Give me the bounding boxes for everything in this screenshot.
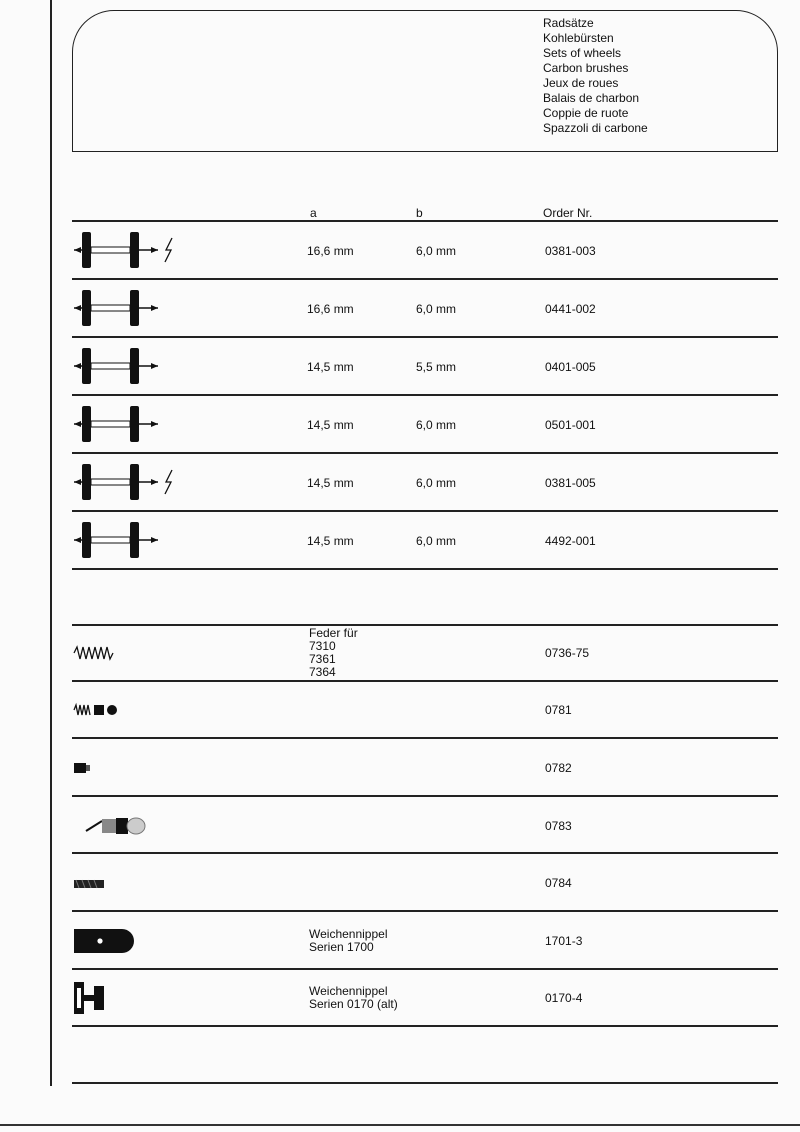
switch-nipple-old-icon xyxy=(72,980,112,1021)
order-number: 1701-3 xyxy=(545,933,583,948)
description xyxy=(309,985,398,1011)
wheelset-insulated-icon xyxy=(72,462,182,507)
spring-icon xyxy=(72,645,116,666)
order-number: 0783 xyxy=(545,818,572,833)
carbon-brush-spring-icon xyxy=(72,702,122,723)
order-number: 0401-005 xyxy=(545,360,596,374)
column-header-a: a xyxy=(310,206,317,220)
row-divider xyxy=(72,1025,778,1027)
description-line: Weichennippel xyxy=(309,984,388,999)
order-number: 0381-005 xyxy=(545,476,596,490)
order-number: 0784 xyxy=(545,876,572,891)
size-b: 5,5 mm xyxy=(416,360,457,374)
title-line: Kohlebürsten xyxy=(543,31,614,45)
size-b: 6,0 mm xyxy=(416,476,457,490)
switch-nipple-icon xyxy=(72,926,136,961)
description xyxy=(309,928,388,954)
size-b: 6,0 mm xyxy=(416,244,457,258)
description-line: Serien 0170 (alt) xyxy=(309,997,398,1012)
description-line: Feder für xyxy=(309,625,358,640)
title-line: Jeux de roues xyxy=(543,76,619,90)
size-a: 14,5 mm xyxy=(307,476,354,490)
size-a: 16,6 mm xyxy=(307,302,354,316)
description-line: 7361 xyxy=(309,651,336,666)
row-divider xyxy=(72,394,778,396)
order-number: 0501-001 xyxy=(545,418,596,432)
size-a: 14,5 mm xyxy=(307,418,354,432)
title-line: Carbon brushes xyxy=(543,61,629,75)
description xyxy=(309,627,358,679)
wheelset-icon xyxy=(72,346,162,391)
order-number: 0781 xyxy=(545,703,572,718)
row-divider xyxy=(72,968,778,970)
wheelset-icon xyxy=(72,404,162,449)
title-line: Spazzoli di carbone xyxy=(543,121,648,135)
order-number: 0736-75 xyxy=(545,645,590,660)
catalog-title xyxy=(543,16,648,136)
brush-strip-icon xyxy=(72,877,106,895)
title-line: Coppie de ruote xyxy=(543,106,629,120)
carbon-brush-long-icon xyxy=(82,815,146,842)
carbon-brush-icon xyxy=(72,760,92,781)
title-line: Sets of wheels xyxy=(543,46,622,60)
row-divider xyxy=(72,568,778,570)
size-a: 16,6 mm xyxy=(307,244,354,258)
description-line: 7364 xyxy=(309,664,336,679)
row-divider xyxy=(72,278,778,280)
wheelset-insulated-icon xyxy=(72,230,182,275)
size-a: 14,5 mm xyxy=(307,360,354,374)
header-box xyxy=(72,10,778,152)
row-divider xyxy=(72,452,778,454)
order-number: 0170-4 xyxy=(545,991,583,1006)
order-number: 0441-002 xyxy=(545,302,596,316)
row-divider xyxy=(72,795,778,797)
margin-line xyxy=(50,0,52,1086)
row-divider xyxy=(72,737,778,739)
row-divider xyxy=(72,220,778,222)
description-line: Weichennippel xyxy=(309,926,388,941)
order-number: 0782 xyxy=(545,761,572,775)
row-divider xyxy=(72,510,778,512)
row-divider xyxy=(72,1082,778,1084)
column-header-order: Order Nr. xyxy=(543,206,593,220)
title-line: Balais de charbon xyxy=(543,91,640,105)
description-line: Serien 1700 xyxy=(309,939,374,954)
title-line: Radsätze xyxy=(543,16,594,30)
row-divider xyxy=(72,910,778,912)
row-divider xyxy=(72,680,778,682)
order-number: 0381-003 xyxy=(545,244,596,258)
size-b: 6,0 mm xyxy=(416,302,457,316)
row-divider xyxy=(72,336,778,338)
row-divider xyxy=(72,852,778,854)
order-number: 4492-001 xyxy=(545,534,596,548)
size-a: 14,5 mm xyxy=(307,534,354,548)
description-line: 7310 xyxy=(309,638,336,653)
size-b: 6,0 mm xyxy=(416,534,457,548)
size-b: 6,0 mm xyxy=(416,418,457,432)
wheelset-icon xyxy=(72,288,162,333)
page-bottom-edge xyxy=(0,1124,800,1126)
column-header-b: b xyxy=(416,206,423,220)
row-divider xyxy=(72,624,778,626)
wheelset-icon xyxy=(72,520,162,565)
